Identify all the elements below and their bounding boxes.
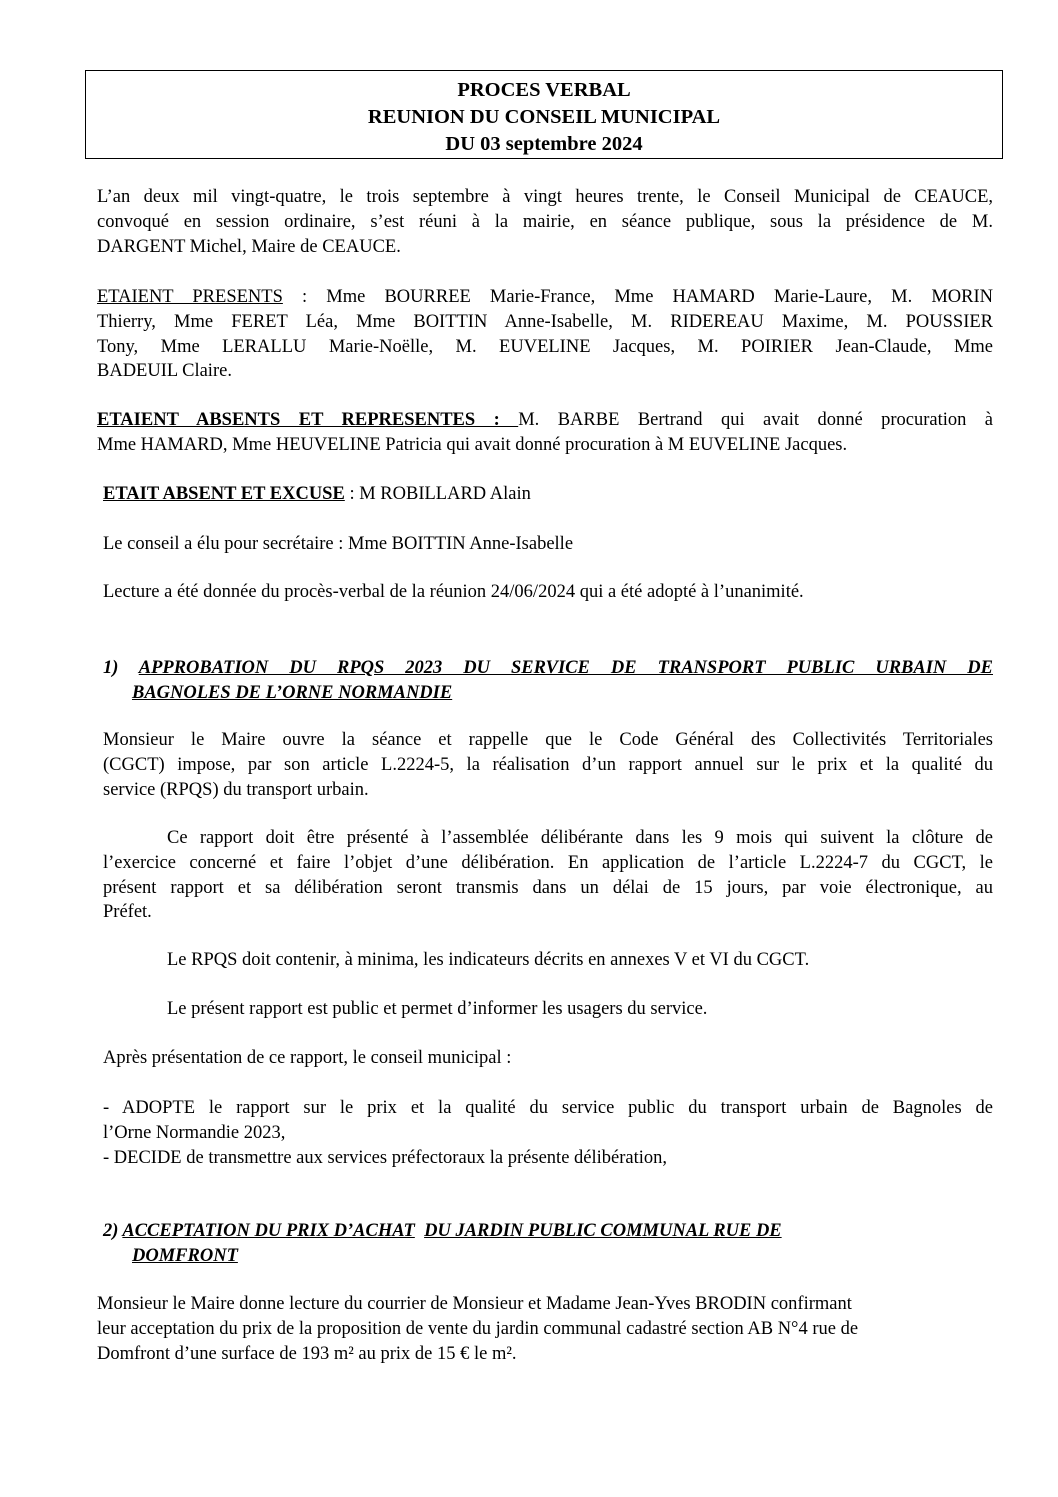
s1p2-line-3: présent rapport et sa délibération seront transmis dans un délai de 15 jours, par voie électronique, au [103, 877, 993, 898]
s1p2-line-4: Préfet. [103, 902, 152, 923]
section-1-paragraph-1 [103, 728, 993, 802]
section-1-number: 1) [103, 658, 119, 678]
s1p1-line-3: service (RPQS) du transport urbain. [103, 779, 369, 800]
section-2-title-1a: ACCEPTATION DU PRIX D’ACHAT [122, 1221, 415, 1241]
section-1-heading-line-1 [103, 656, 993, 681]
presents-label: ETAIENT PRESENTS [97, 287, 283, 307]
intro-line-3: DARGENT Michel, Maire de CEAUCE. [97, 236, 401, 257]
section-2-number: 2) [103, 1221, 119, 1241]
s2p1-line-1: Monsieur le Maire donne lecture du courrier de Monsieur et Madame Jean-Yves BRODIN confirmant [97, 1294, 852, 1314]
section-1-paragraph-4: Le présent rapport est public et permet d’informer les usagers du service. [167, 999, 708, 1019]
list-item-1-line-2: l’Orne Normandie 2023, [103, 1122, 286, 1143]
section-1-paragraph-2 [103, 826, 993, 925]
represented-text-1: M. BARBE Bertrand qui avait donné procuration à [518, 410, 994, 430]
presents-line-3: Tony, Mme LERALLU Marie-Noëlle, M. EUVELINE Jacques, M. POIRIER Jean-Claude, Mme [97, 336, 993, 357]
presents-line-1 [97, 285, 993, 310]
presents-paragraph [97, 285, 993, 384]
represented-line-1 [97, 408, 993, 433]
section-1-title-2: BAGNOLES DE L’ORNE NORMANDIE [132, 682, 453, 703]
list-item-1-line-1: - ADOPTE le rapport sur le prix et la qualité du service public du transport urbain de Bagnoles de [103, 1098, 993, 1118]
section-1-heading [103, 656, 993, 706]
section-2-heading-line-2 [103, 1244, 782, 1269]
section-1-paragraph-5: Après présentation de ce rapport, le conseil municipal : [103, 1048, 512, 1068]
intro-line-2: convoqué en session ordinaire, s’est réuni à la mairie, en séance publique, sous la présidence de M. [97, 211, 993, 232]
presents-line-4: BADEUIL Claire. [97, 361, 232, 382]
title-line-3: DU 03 septembre 2024 [445, 133, 643, 155]
section-2-title-1b: DU JARDIN PUBLIC COMMUNAL RUE DE [424, 1221, 782, 1241]
presents-line-2: Thierry, Mme FERET Léa, Mme BOITTIN Anne-Isabelle, M. RIDEREAU Maxime, M. POUSSIER [97, 311, 993, 332]
section-1-list [103, 1096, 993, 1170]
section-1-paragraph-3: Le RPQS doit contenir, à minima, les indicateurs décrits en annexes V et VI du CGCT. [167, 950, 810, 970]
intro-paragraph [97, 185, 993, 259]
represented-line-2: Mme HAMARD, Mme HEUVELINE Patricia qui avait donné procuration à M EUVELINE Jacques. [97, 434, 848, 455]
section-2-heading [103, 1219, 782, 1269]
s1p1-line-1: Monsieur le Maire ouvre la séance et rappelle que le Code Général des Collectivités Territoriales [103, 730, 993, 750]
s2p1-line-3: Domfront d’une surface de 193 m² au prix de 15 € le m². [97, 1343, 517, 1364]
secretary-line: Le conseil a élu pour secrétaire : Mme BOITTIN Anne-Isabelle [103, 534, 574, 554]
s2p1-line-2: leur acceptation du prix de la proposition de vente du jardin communal cadastré section AB N°4 rue de [97, 1318, 859, 1339]
intro-line-1: L’an deux mil vingt-quatre, le trois septembre à vingt heures trente, le Conseil Municipal de CEAUCE, [97, 187, 993, 207]
reading-line: Lecture a été donnée du procès-verbal de la réunion 24/06/2024 qui a été adopté à l’unanimité. [103, 582, 804, 602]
excused-line [103, 482, 531, 507]
section-2-title-2: DOMFRONT [132, 1245, 238, 1266]
s1p2-line-2: l’exercice concerné et faire l’objet d’une délibération. En application de l’article L.2224-7 du CGCT, le [103, 852, 993, 873]
s1p2-line-1: Ce rapport doit être présenté à l’assemblée délibérante dans les 9 mois qui suivent la clôture de [167, 828, 993, 848]
s1p1-line-2: (CGCT) impose, par son article L.2224-5, la réalisation d’un rapport annuel sur le prix et la qualité du [103, 754, 993, 775]
section-1-heading-line-2 [103, 681, 993, 706]
title-line-2: REUNION DU CONSEIL MUNICIPAL [367, 106, 721, 128]
represented-label: ETAIENT ABSENTS ET REPRESENTES : [97, 410, 519, 430]
section-2-heading-line-1 [103, 1219, 782, 1244]
presents-text-1: : Mme BOURREE Marie-France, Mme HAMARD Marie-Laure, M. MORIN [282, 287, 993, 307]
section-1-title-1: APPROBATION DU RPQS 2023 DU SERVICE DE TRANSPORT PUBLIC URBAIN DE [138, 658, 993, 678]
list-item-2: - DECIDE de transmettre aux services préfectoraux la présente délibération, [103, 1147, 668, 1168]
section-2-paragraph-1 [97, 1292, 993, 1366]
title-box [85, 70, 1003, 159]
excused-text: : M ROBILLARD Alain [344, 484, 531, 504]
title-line-1: PROCES VERBAL [457, 79, 631, 101]
excused-label: ETAIT ABSENT ET EXCUSE [103, 484, 345, 504]
represented-paragraph [97, 408, 993, 458]
